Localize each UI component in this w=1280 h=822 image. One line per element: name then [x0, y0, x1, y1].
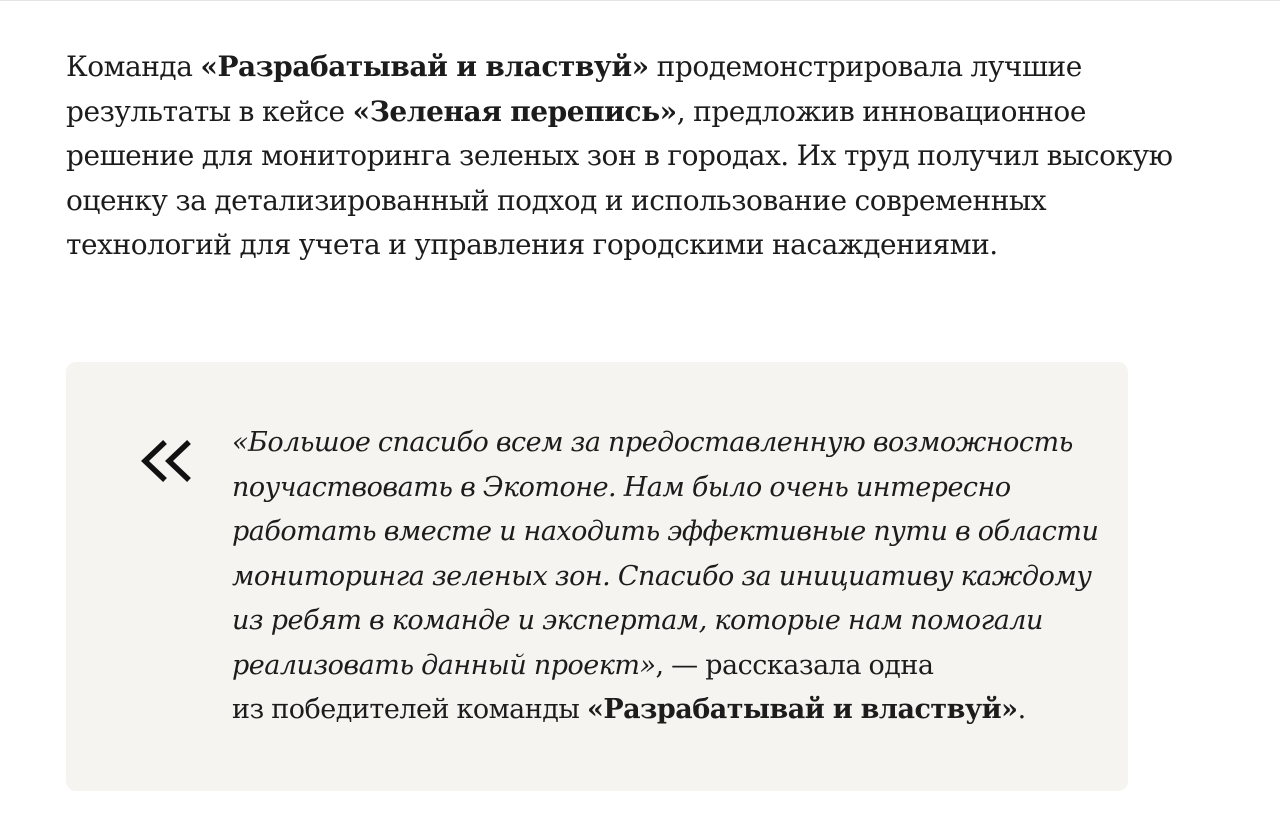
quote-text-italic: реализовать данный проект»	[232, 649, 656, 681]
intro-text: Команда	[66, 50, 201, 83]
case-name-bold: «Зеленая перепись»	[352, 94, 677, 128]
quote-line: работать вместе и находить эффективные пути в области	[232, 516, 1099, 547]
quote-line: поучаствовать в Экотоне. Нам было очень интересно	[232, 471, 1011, 503]
quote-line: «Большое спасибо всем за предоставленную возможность	[232, 427, 1073, 458]
top-divider	[0, 0, 1280, 1]
team-name-bold: «Разрабатывай и властвуй»	[200, 50, 649, 83]
quote-line-6	[232, 644, 1112, 689]
intro-line-4: оценку за детализированный подход и использование современных	[66, 183, 1047, 217]
attribution-period: .	[1017, 694, 1026, 725]
quote-line: мониторинга зеленых зон. Спасибо за инициативу каждому	[232, 560, 1092, 592]
attribution-text: , — рассказала одна	[655, 649, 934, 681]
quote-line: из ребят в команде и экспертам, которые нам помогали	[232, 605, 1043, 636]
team-name-bold: «Разрабатывай и властвуй»	[586, 694, 1018, 725]
intro-text: результаты в кейсе	[66, 94, 353, 128]
intro-line-2	[66, 90, 1146, 135]
intro-line-5: технологий для учета и управления городскими насаждениями.	[66, 228, 998, 261]
quote-text	[232, 421, 1112, 733]
quote-line-7	[232, 688, 1112, 733]
intro-text: продемонстрировала лучшие	[648, 50, 1082, 83]
attribution-text: из победителей команды	[232, 694, 587, 725]
intro-line-3: решение для мониторинга зеленых зон в городах. Их труд получил высокую	[66, 139, 1173, 172]
intro-paragraph	[66, 45, 1173, 268]
double-chevron-left-quote-icon	[139, 428, 199, 488]
intro-line-1	[66, 45, 1146, 90]
intro-text: , предложив инновационное	[676, 94, 1086, 128]
